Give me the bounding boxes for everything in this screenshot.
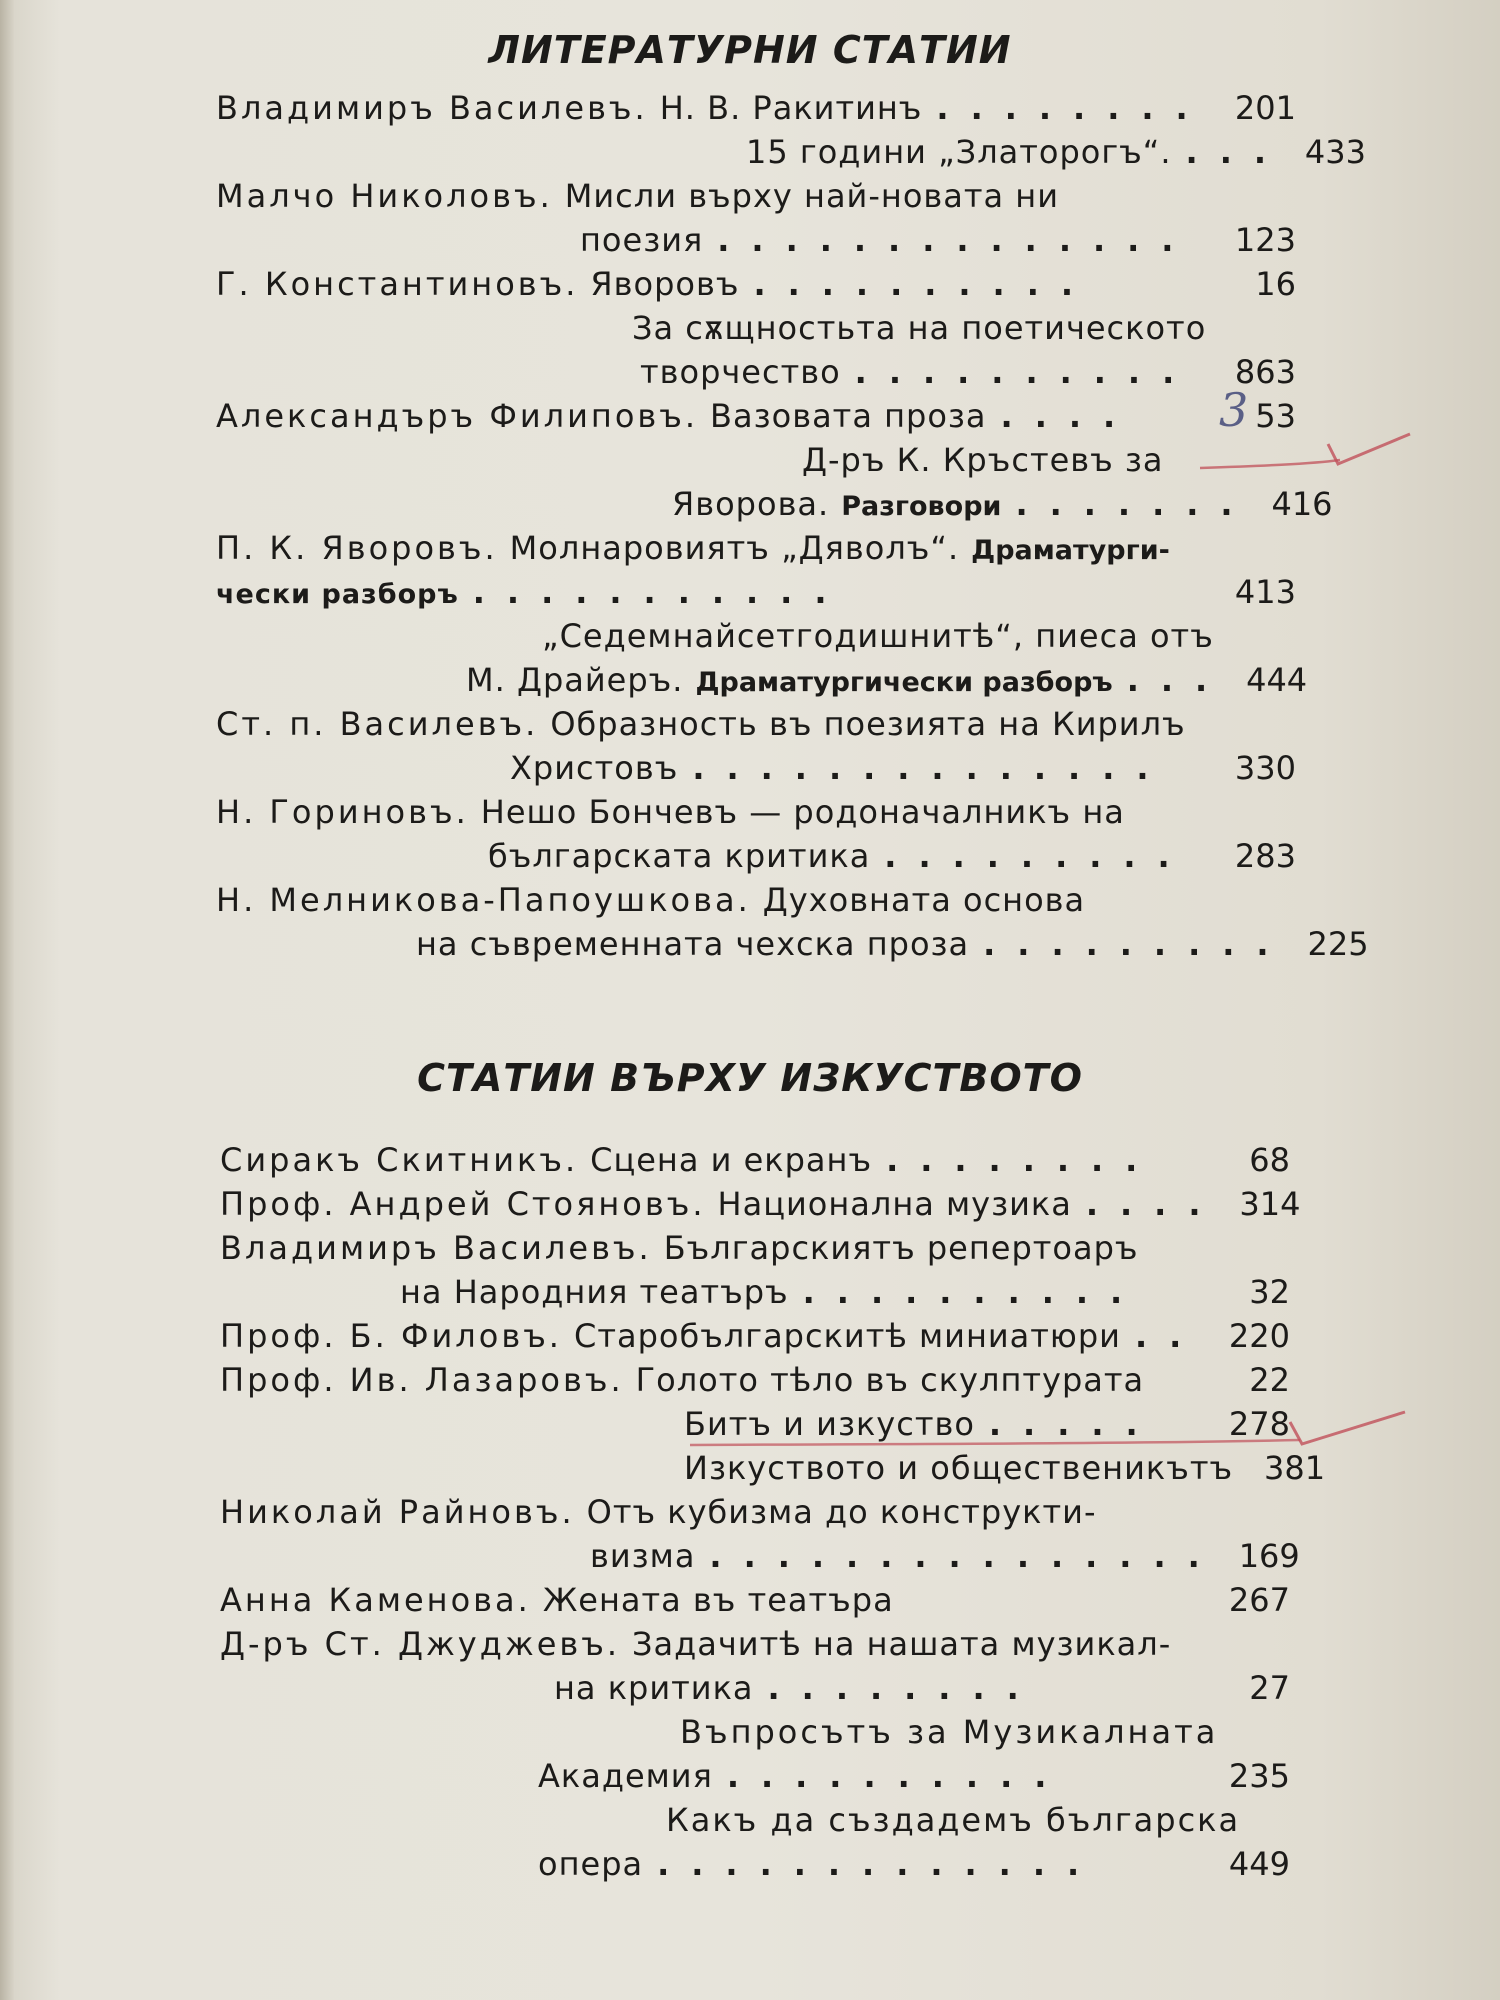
toc-page-number: 433: [1304, 133, 1366, 171]
toc-title-continuation: М. Драйеръ.: [466, 661, 684, 699]
toc-title: Молнаровиятъ „Дяволъ“.: [509, 529, 960, 567]
toc-author: Александъръ Филиповъ.: [216, 397, 699, 435]
toc-author: Д-ръ Ст. Джуджевъ.: [220, 1625, 621, 1663]
toc-line: [216, 614, 1296, 658]
toc-page-number: 416: [1271, 485, 1333, 523]
toc-page-number: 201: [1234, 89, 1296, 127]
toc-line: [220, 1490, 1290, 1534]
toc-title: „Седемнайсетгодишнитѣ“, пиеса отъ: [542, 617, 1214, 655]
toc-leader: ........: [767, 1669, 1041, 1707]
toc-line: [220, 1710, 1290, 1754]
toc-leader: ..............: [717, 221, 1196, 259]
toc-title: Жената въ театъра: [542, 1581, 894, 1619]
toc-entry: [216, 86, 1296, 130]
toc-page-number: 123: [1234, 221, 1296, 259]
toc-title: Какъ да създадемъ българска: [666, 1801, 1241, 1839]
toc-leader: ........: [936, 89, 1210, 127]
toc-subtitle: Драматурги-: [971, 535, 1170, 566]
toc-title: Н. В. Ракитинъ: [659, 89, 923, 127]
toc-continuation-line: [216, 834, 1296, 878]
toc-leader: .........: [884, 837, 1192, 875]
toc-author: П. К. Яворовъ.: [216, 529, 498, 567]
toc-page-number: 68: [1249, 1141, 1290, 1179]
red-pencil-tick-lower: [690, 1400, 1420, 1470]
toc-author: Проф. Андрей Стояновъ.: [220, 1185, 706, 1223]
toc-entry: [216, 262, 1296, 306]
toc-line: [216, 394, 1296, 438]
toc-line: [216, 878, 1296, 922]
toc-line: [216, 702, 1296, 746]
toc-entry: [220, 1578, 1290, 1622]
toc-continuation-line: [220, 1842, 1290, 1886]
toc-title-continuation: на Народния театъръ: [400, 1273, 789, 1311]
toc-page-number: 22: [1249, 1361, 1290, 1399]
toc-title-continuation: творчество: [640, 353, 841, 391]
toc-entry: [216, 614, 1308, 702]
toc-title: За сѫщностьта на поетическото: [632, 309, 1207, 347]
toc-title: Образность въ поезията на Кирилъ: [550, 705, 1186, 743]
toc-title-continuation: опера: [538, 1845, 644, 1883]
toc-leader: .....: [988, 1405, 1160, 1443]
toc-list-art: [220, 1138, 1326, 1886]
toc-page-number: 16: [1255, 265, 1296, 303]
toc-title: Мисли върху най-новата ни: [564, 177, 1059, 215]
toc-title: Д-ръ К. Кръстевъ за: [802, 441, 1164, 479]
toc-continuation-line: [216, 482, 1333, 526]
toc-entry: [220, 1226, 1290, 1314]
toc-leader: ....: [1000, 397, 1138, 435]
toc-title: Старобългарскитѣ миниатюри: [573, 1317, 1121, 1355]
toc-line: [220, 1182, 1301, 1226]
toc-title-continuation: на критика: [554, 1669, 754, 1707]
red-pencil-tick-upper: [1200, 420, 1420, 490]
toc-title-continuation: Академия: [538, 1757, 713, 1795]
toc-leader: .........: [983, 925, 1291, 963]
toc-entry: [220, 1622, 1290, 1710]
toc-title: Въпросътъ за Музикалната: [680, 1713, 1219, 1751]
toc-title: Вазовата проза: [710, 397, 987, 435]
toc-subtitle: Разговори: [841, 491, 1002, 522]
toc-entry: [220, 1358, 1290, 1402]
toc-title-continuation: Яворова.: [672, 485, 830, 523]
toc-line: [216, 790, 1296, 834]
toc-entry: [220, 1710, 1290, 1798]
toc-author: Г. Константиновъ.: [216, 265, 579, 303]
section-heading-literary: ЛИТЕРАТУРНИ СТАТИИ: [488, 28, 1012, 72]
toc-entry: [216, 526, 1296, 614]
toc-continuation-line: [220, 1666, 1290, 1710]
toc-entry: [220, 1138, 1290, 1182]
toc-line: [216, 130, 1366, 174]
toc-title-continuation: визма: [590, 1537, 696, 1575]
toc-list-literary: [216, 86, 1369, 966]
toc-title-continuation: чески разборъ: [216, 579, 459, 610]
page-edge-shadow: [0, 0, 14, 2000]
toc-title: Задачитѣ на нашата музикал-: [632, 1625, 1172, 1663]
toc-line: [220, 1622, 1290, 1666]
toc-leader: ...: [1126, 661, 1230, 699]
toc-page-number: 449: [1228, 1845, 1290, 1883]
toc-line: [220, 1358, 1290, 1402]
toc-line: [220, 1798, 1290, 1842]
toc-title-continuation: поезия: [580, 221, 704, 259]
toc-line: [216, 174, 1296, 218]
toc-continuation-line: [216, 570, 1296, 614]
toc-page-number: 225: [1307, 925, 1369, 963]
toc-page-number: 32: [1249, 1273, 1290, 1311]
toc-page-number: 314: [1239, 1185, 1301, 1223]
toc-entry: [220, 1182, 1301, 1226]
toc-title-continuation: на съвременната чехска проза: [416, 925, 970, 963]
toc-continuation-line: [216, 350, 1296, 394]
toc-page-number: 27: [1249, 1669, 1290, 1707]
toc-page-number: 220: [1228, 1317, 1290, 1355]
toc-entry: [220, 1314, 1290, 1358]
toc-title: Сцена и екранъ: [590, 1141, 873, 1179]
toc-page-number: 381: [1264, 1449, 1326, 1487]
toc-title-continuation: българската критика: [488, 837, 871, 875]
toc-continuation-line: [220, 1534, 1300, 1578]
toc-title: Изкуството и общественикътъ: [684, 1449, 1234, 1487]
toc-page-number: 444: [1246, 661, 1308, 699]
toc-line: [216, 526, 1296, 570]
toc-author: Владимиръ Василевъ.: [220, 1229, 652, 1267]
toc-author: Анна Каменова.: [220, 1581, 531, 1619]
toc-title: Яворовъ: [590, 265, 740, 303]
toc-title: Битъ и изкуство: [684, 1405, 975, 1443]
toc-leader: ..........: [802, 1273, 1145, 1311]
toc-continuation-line: [216, 658, 1308, 702]
toc-page-number: 330: [1234, 749, 1296, 787]
toc-leader: ...: [1185, 133, 1288, 171]
toc-author: Проф. Ив. Лазаровъ.: [220, 1361, 624, 1399]
toc-entry: [220, 1490, 1300, 1578]
toc-entry: [216, 306, 1296, 394]
toc-line: [216, 262, 1296, 306]
toc-entry: [216, 130, 1366, 174]
toc-line: [216, 438, 1296, 482]
toc-continuation-line: [216, 922, 1369, 966]
toc-title: Отъ кубизма до конструкти-: [586, 1493, 1097, 1531]
toc-line: [220, 1226, 1290, 1270]
toc-title: Духовната основа: [762, 881, 1086, 919]
toc-continuation-line: [216, 218, 1296, 262]
toc-title-continuation: Христовъ: [510, 749, 679, 787]
toc-entry: [220, 1798, 1290, 1886]
toc-author: Владимиръ Василевъ.: [216, 89, 648, 127]
toc-author: Ст. п. Василевъ.: [216, 705, 539, 743]
toc-entry: [216, 174, 1296, 262]
toc-leader: ..........: [726, 1757, 1069, 1795]
toc-continuation-line: [220, 1754, 1290, 1798]
toc-author: Н. Мелникова-Папоушкова.: [216, 881, 751, 919]
toc-title: Национална музика: [717, 1185, 1072, 1223]
toc-author: Сиракъ Скитникъ.: [220, 1141, 579, 1179]
toc-leader: ..: [1134, 1317, 1204, 1355]
toc-title: Българскиятъ репертоаръ: [663, 1229, 1139, 1267]
toc-author: Малчо Николовъ.: [216, 177, 553, 215]
toc-entry: [216, 702, 1296, 790]
toc-leader: ..........: [753, 265, 1096, 303]
section-heading-art: СТАТИИ ВЪРХУ ИЗКУСТВОТО: [417, 1056, 1083, 1100]
toc-entry: [216, 790, 1296, 878]
toc-leader: .......: [1015, 485, 1255, 523]
toc-page-number: 278: [1228, 1405, 1290, 1443]
toc-leader: ..........: [854, 353, 1197, 391]
toc-leader: ...............: [709, 1537, 1222, 1575]
toc-page-number: 235: [1228, 1757, 1290, 1795]
toc-title: Нешо Бончевъ — родоначалникъ на: [480, 793, 1125, 831]
handwritten-digit: 3: [1219, 383, 1249, 437]
toc-author: Н. Гориновъ.: [216, 793, 469, 831]
toc-line: [220, 1138, 1290, 1182]
toc-leader: ........: [886, 1141, 1160, 1179]
toc-leader: .............: [657, 1845, 1102, 1883]
toc-leader: ...........: [472, 573, 849, 611]
toc-entry: [216, 438, 1333, 526]
toc-continuation-line: [220, 1270, 1290, 1314]
toc-line: [220, 1314, 1290, 1358]
toc-page-number: 283: [1234, 837, 1296, 875]
toc-leader: ..............: [692, 749, 1171, 787]
toc-title: Голото тѣло въ скулптурата: [635, 1361, 1145, 1399]
toc-entry: [216, 878, 1369, 966]
toc-entry: [216, 394, 1296, 438]
toc-subtitle: Драматургически разборъ: [695, 667, 1113, 698]
toc-leader: ....: [1085, 1185, 1223, 1223]
toc-page-number: 413: [1234, 573, 1296, 611]
toc-author: Проф. Б. Филовъ.: [220, 1317, 562, 1355]
toc-page-number: 53: [1255, 397, 1296, 435]
toc-continuation-line: [216, 746, 1296, 790]
toc-page-number: 267: [1228, 1581, 1290, 1619]
toc-line: [216, 306, 1296, 350]
toc-line: [216, 86, 1296, 130]
toc-author: Николай Райновъ.: [220, 1493, 575, 1531]
toc-page-number: 169: [1238, 1537, 1300, 1575]
toc-title: 15 години „Златорогъ“.: [746, 133, 1172, 171]
toc-line: [220, 1578, 1290, 1622]
toc-page-number: 863: [1234, 353, 1296, 391]
